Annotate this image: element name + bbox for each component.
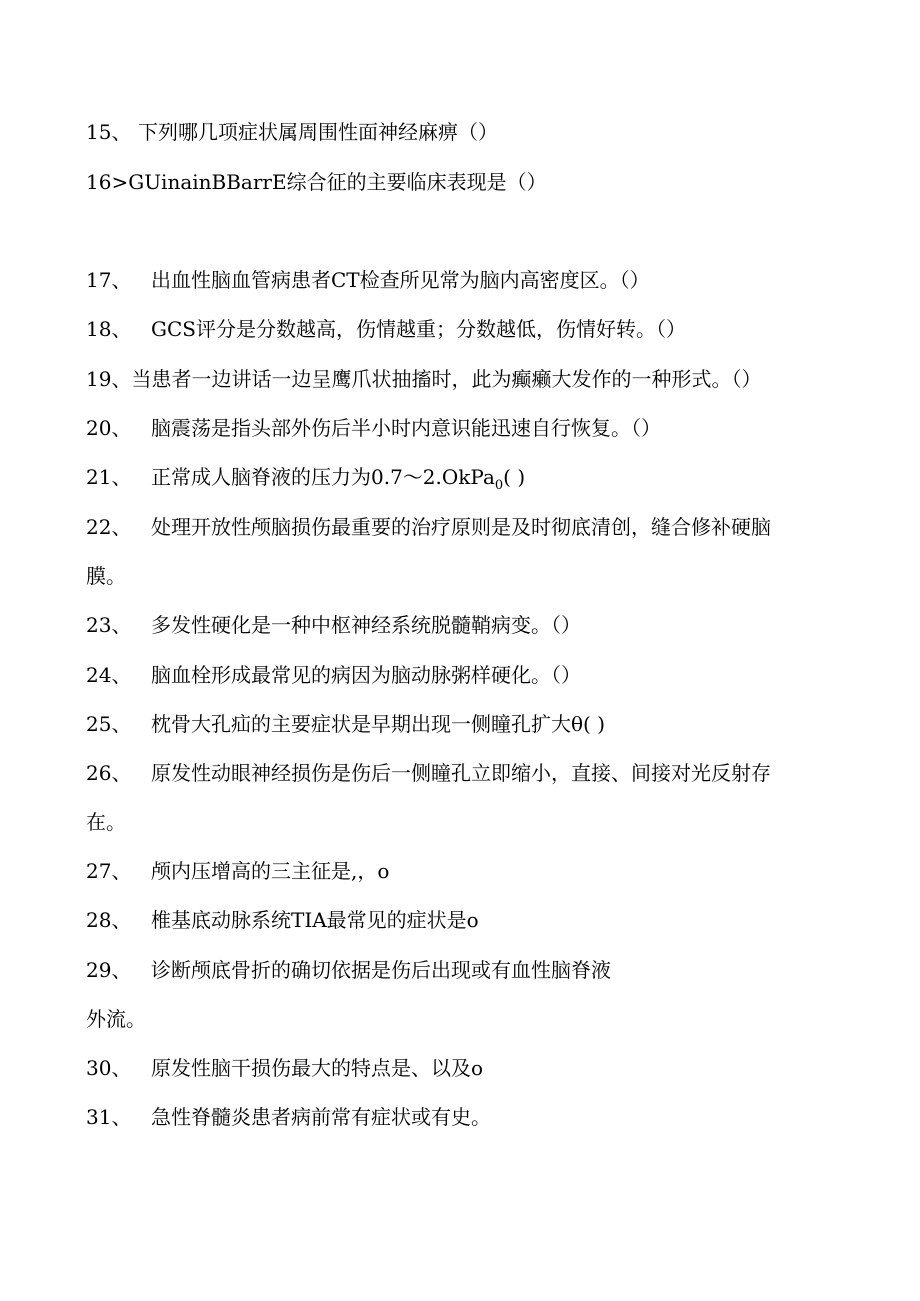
item-number: 24、: [86, 663, 132, 687]
item-20: [86, 416, 840, 440]
item-24: [86, 663, 840, 687]
item-text: 原发性脑干损伤最大的特点是、以及o: [151, 1056, 484, 1080]
item-26-continuation: 在。: [86, 810, 126, 834]
item-number: 29、: [86, 958, 132, 982]
item-number: 20、: [86, 416, 132, 440]
item-text: 急性脊髓炎患者病前常有症状或有史。: [151, 1105, 491, 1129]
item-text: 脑震荡是指头部外伤后半小时内意识能迅速自行恢复。（）: [151, 416, 661, 440]
item-text: GCS评分是分数越高，伤情越重；分数越低，伤情好转。（）: [151, 317, 686, 341]
item-number: 28、: [86, 908, 132, 932]
item-number: 27、: [86, 859, 132, 883]
item-number: 16>: [86, 170, 129, 194]
item-number: 23、: [86, 613, 132, 637]
item-text: 多发性硬化是一种中枢神经系统脱髓鞘病变。（）: [151, 613, 581, 637]
item-number: 17、: [86, 268, 132, 292]
subscript-zero: 0: [494, 478, 504, 493]
item-number: 19、: [86, 367, 132, 391]
item-number: 15、: [86, 120, 132, 144]
item-23: [86, 613, 840, 637]
item-15: [86, 120, 840, 144]
item-17: [86, 268, 840, 292]
item-text: 脑血栓形成最常见的病因为脑动脉粥样硬化。（）: [151, 663, 581, 687]
item-number: 22、: [86, 515, 132, 539]
item-28: [86, 908, 840, 932]
item-text: 椎基底动脉系统TIA最常见的症状是o: [151, 908, 479, 932]
item-text: 当患者一边讲话一边呈鹰爪状抽搐时，此为癫癞大发作的一种形式。（）: [131, 367, 762, 391]
item-16: [86, 170, 840, 194]
item-18: [86, 317, 840, 341]
item-30: [86, 1056, 840, 1080]
item-text-end: ( ): [503, 465, 526, 489]
item-29: [86, 958, 840, 982]
item-number: 18、: [86, 317, 132, 341]
item-number: 30、: [86, 1056, 132, 1080]
item-26: [86, 761, 840, 785]
item-22-continuation: 膜。: [86, 564, 126, 588]
item-21: [86, 465, 840, 498]
item-number: 26、: [86, 761, 132, 785]
item-text: 颅内压增高的三主征是,，o: [151, 859, 390, 883]
item-text: 下列哪几项症状属周围性面神经麻痹（）: [138, 120, 498, 144]
item-number: 31、: [86, 1105, 132, 1129]
item-text: 枕骨大孔疝的主要症状是早期出现一侧瞳孔扩大θ( ): [151, 712, 606, 736]
item-number: 25、: [86, 712, 132, 736]
item-text: 正常成人脑脊液的压力为0.7～2.OkPa: [151, 465, 495, 489]
item-29-continuation: 外流。: [86, 1007, 146, 1031]
item-25: [86, 712, 840, 736]
item-text: 诊断颅底骨折的确切依据是伤后出现或有血性脑脊液: [151, 958, 611, 982]
item-31: [86, 1105, 840, 1129]
item-text: GUinainBBarrE综合征的主要临床表现是（）: [128, 170, 547, 194]
item-text: 出血性脑血管病患者CT检查所见常为脑内高密度区。（）: [151, 268, 650, 292]
item-19: [86, 367, 840, 391]
item-22: [86, 515, 840, 539]
item-27: [86, 859, 840, 883]
item-text: 原发性动眼神经损伤是伤后一侧瞳孔立即缩小，直接、间接对光反射存: [151, 761, 771, 785]
item-text: 处理开放性颅脑损伤最重要的治疗原则是及时彻底清创，缝合修补硬脑: [151, 515, 771, 539]
item-number: 21、: [86, 465, 132, 489]
